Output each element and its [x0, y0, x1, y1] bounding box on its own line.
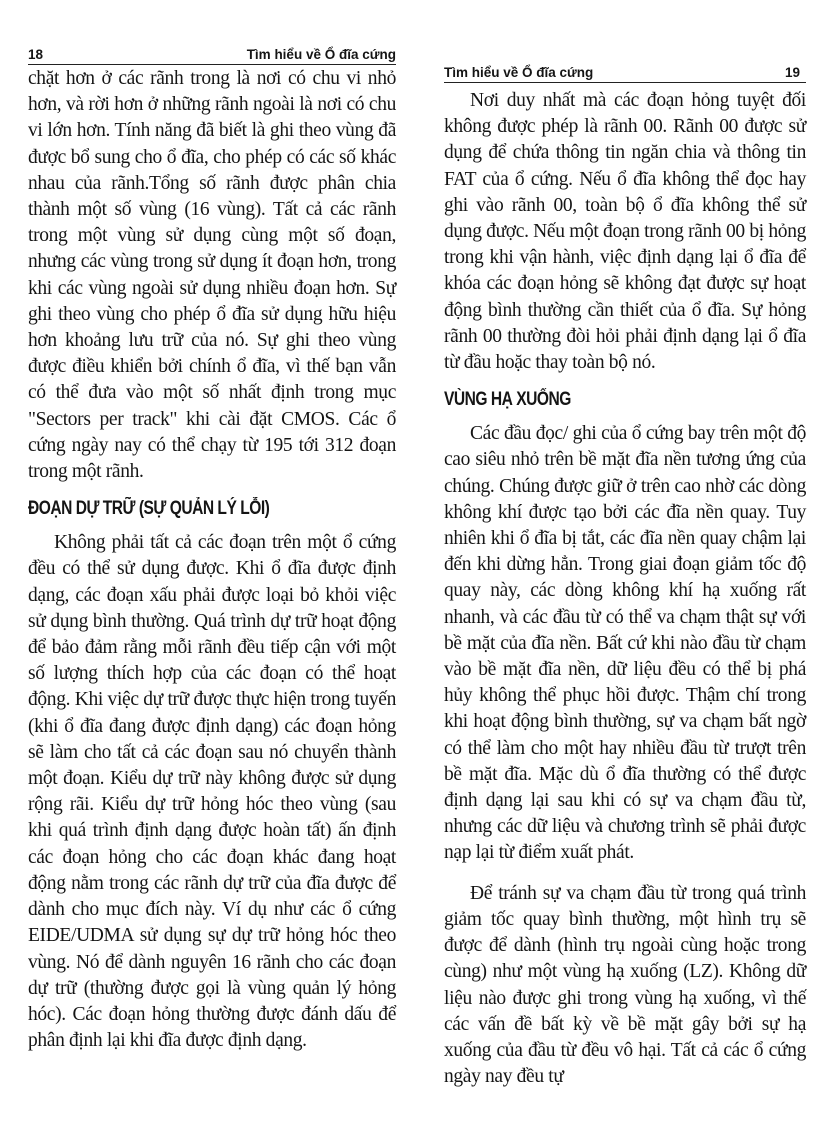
paragraph: Nơi duy nhất mà các đoạn hỏng tuyệt đối không được phép là rãnh 00. Rãnh 00 được sử dụng để chứa thông tin ngăn chia và thông tin FAT của ổ cứng. Nếu ổ đĩa không thể đọc hay ghi vào rãnh 00, toàn bộ ổ đĩa không thể sử dụng được. Nếu một đoạn trong rãnh 00 bị hỏng trong khi vận hành, việc định dạng lại ổ đĩa để khóa các đoạn hỏng sẽ không đạt được sự hoạt động bình thường cần thiết của ổ đĩa. Sự hỏng rãnh 00 thường đòi hỏi phải định dạng lại ổ đĩa từ đầu hoặc thay toàn bộ nó.	[444, 90, 806, 374]
paragraph: Không phải tất cả các đoạn trên một ổ cứng đều có thể sử dụng được. Khi ổ đĩa được định dạng, các đoạn xấu phải được loại bỏ khỏi việc sử dụng bình thường. Quá trình dự trữ hoạt động để bảo đảm rằng mỗi rãnh đều tiếp cận với một số lượng thích hợp của các đoạn có thể hoạt động. Khi việc dự trữ được thực hiện trong tuyến (khi ổ đĩa đang được định dạng) các đoạn hỏng sẽ làm cho tất cả các đoạn sau nó chuyển thành một đoạn. Kiểu dự trữ này không được sử dụng rộng rãi. Kiểu dự trữ hỏng hóc theo vùng (sau khi quá trình định dạng được hoàn tất) ấn định các đoạn hỏng cho các đoạn khác đang hoạt động nằm trong các rãnh dự trữ của đĩa được để dành cho mục đích này. Ví dụ như các ổ cứng EIDE/UDMA sử dụng sự dự trữ hỏng hóc theo vùng. Nó để dành nguyên 16 rãnh cho các đoạn dự trữ (thường được gọi là vùng quản lý hỏng hóc). Các đoạn hỏng thường được đánh dấu để phân định lại khi đĩa được định dạng.	[28, 532, 396, 1052]
section-heading: ĐOẠN DỰ TRỮ (SỰ QUẢN LÝ LỖI)	[28, 498, 270, 520]
running-title: Tìm hiểu về Ổ đĩa cứng	[246, 47, 396, 62]
paragraph: Các đầu đọc/ ghi của ổ cứng bay trên một độ cao siêu nhỏ trên bề mặt đĩa nền tương ứng của chúng. Chúng được giữ ở trên cao nhờ các dòng không khí được tạo bởi các đĩa nền quay. Tuy nhiên khi ổ đĩa bị tắt, các đĩa nền quay chậm lại đến khi dừng hẳn. Trong giai đoạn giảm tốc độ quay này, các dòng không khí hạ xuống rất nhanh, và các đầu từ có thể va chạm thật sự với bề mặt của đĩa nền. Bất cứ khi nào đầu từ chạm vào bề mặt đĩa nền, dữ liệu đều có thể bị phá hủy không thể phục hồi được. Thậm chí trong khi hoạt động bình thường, sự va chạm bất ngờ có thể làm cho một hay nhiều đầu từ trượt trên bề mặt đĩa. Mặc dù ổ đĩa thường có thể được định dạng lại sau khi có sự va chạm đầu từ, nhưng các dữ liệu và chương trình sẽ phải được nạp lại từ điểm xuất phát.	[444, 423, 806, 864]
page-number: 18	[28, 47, 44, 62]
page-number: 19	[784, 65, 800, 80]
left-page-body	[28, 66, 396, 1054]
running-title: Tìm hiểu về Ổ đĩa cứng	[444, 65, 594, 80]
section-heading: VÙNG HẠ XUỐNG	[444, 389, 571, 411]
right-page-header	[444, 62, 806, 83]
paragraph-gap	[444, 867, 806, 881]
paragraph: chặt hơn ở các rãnh trong là nơi có chu vi nhỏ hơn, và rời hơn ở những rãnh ngoài là nơi có chu vi lớn hơn. Tính năng đã biết là ghi theo vùng đã được bổ sung cho ổ đĩa, cho phép có các số khác nhau của rãnh.Tổng số rãnh được phân chia thành một số vùng (16 vùng). Tất cả các rãnh trong một vùng sử dụng cùng một số đoạn, nhưng các vùng trong sử dụng ít đoạn hơn, trong khi các vùng ngoài sử dụng nhiều đoạn hơn. Sự ghi theo vùng cho phép ổ đĩa sử dụng hữu hiệu hơn khoảng lưu trữ của nó. Sự ghi theo vùng được điều khiển bởi chính ổ đĩa, vì thế bạn vẫn có thể đưa vào một số nhất định trong mục "Sectors per track" khi cài đặt CMOS. Các ổ cứng ngày nay có thể chạy từ 195 tới 312 đoạn trong một rãnh.	[28, 68, 396, 483]
right-page-body	[444, 88, 806, 1090]
left-page-header	[28, 44, 396, 65]
paragraph: Để tránh sự va chạm đầu từ trong quá trình giảm tốc quay bình thường, một hình trụ sẽ được để dành (hình trụ ngoài cùng hoặc trong cùng) như một vùng hạ xuống (LZ). Không dữ liệu nào được ghi trong vùng hạ xuống, vì thế các vấn đề bất kỳ về bề mặt gây bởi sự hạ xuống của đầu từ đều vô hại. Tất cả các ổ cứng ngày nay đều tự	[444, 882, 806, 1088]
